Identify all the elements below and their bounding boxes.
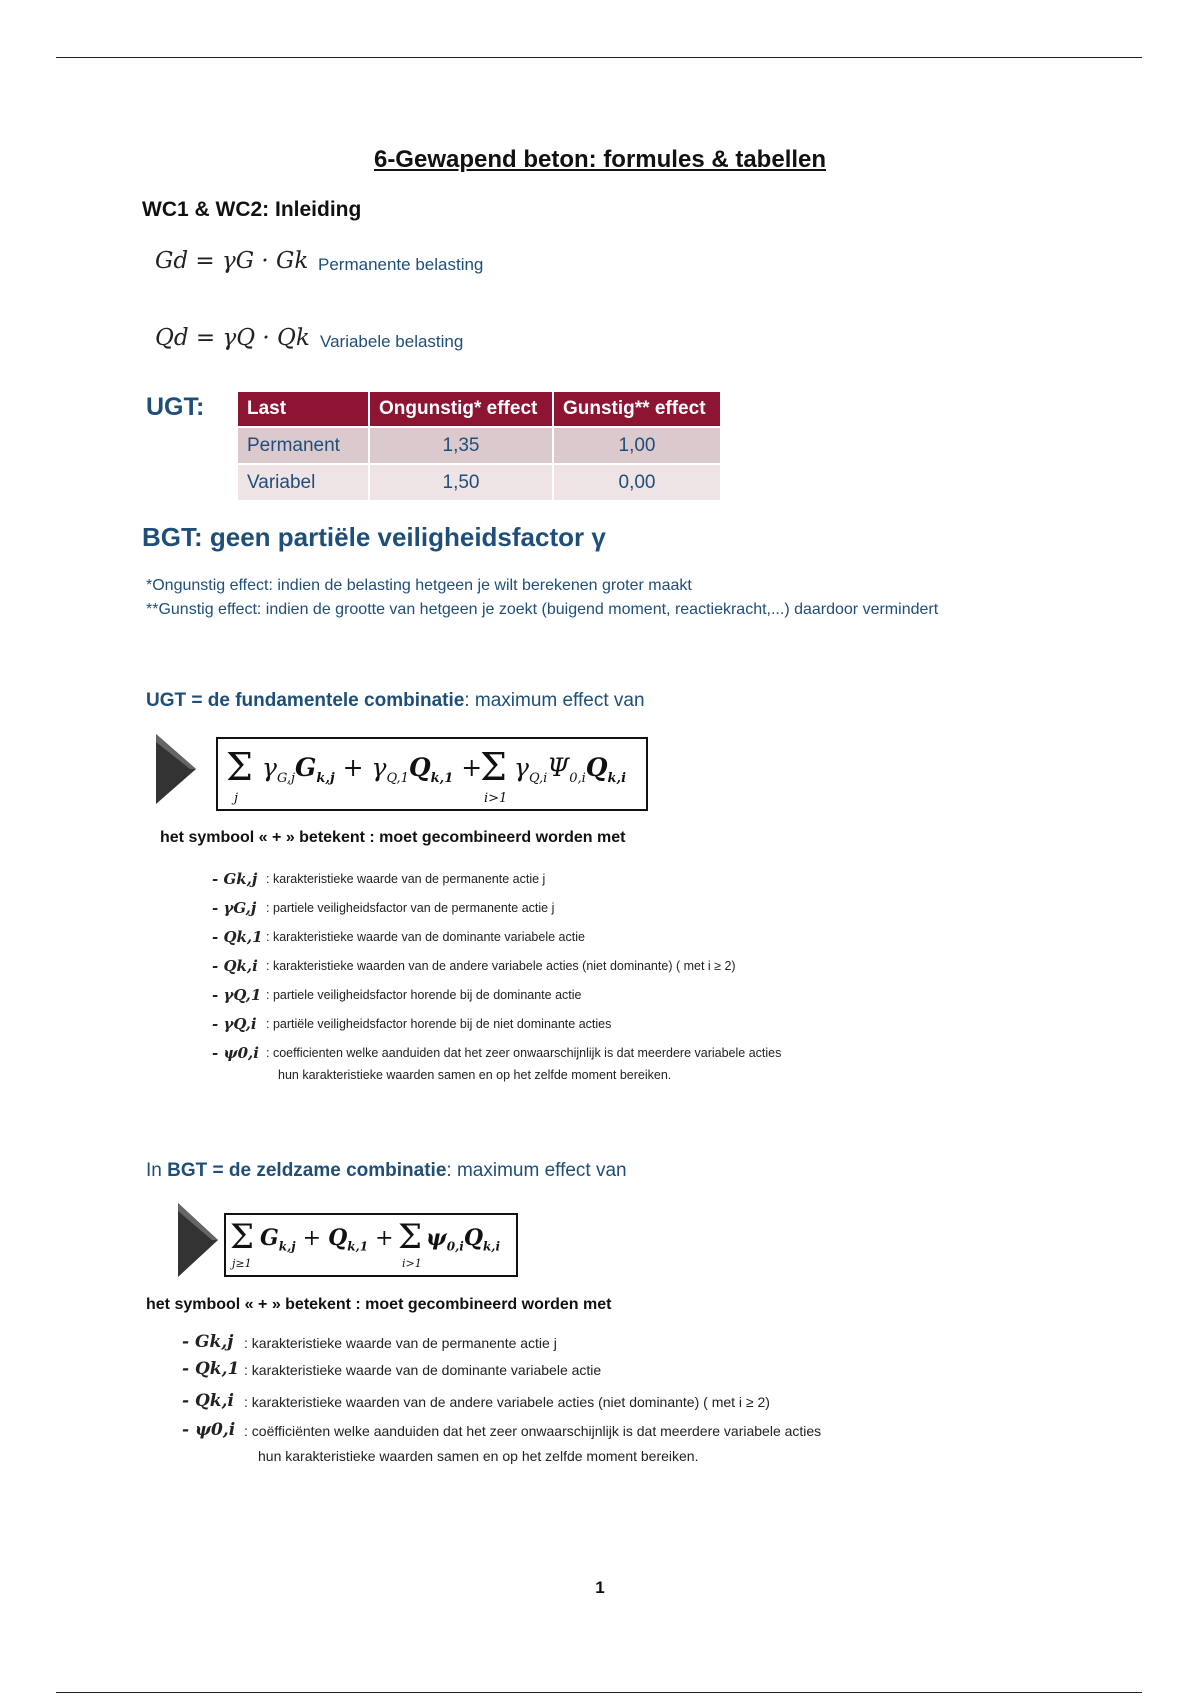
sum-index: j≥1 (232, 1257, 252, 1270)
table-header: Last (238, 392, 369, 427)
definition-symbol: - Qk,i (212, 957, 258, 975)
bgt-definitions (182, 1332, 942, 1472)
definition-symbol: - ψ0,i (212, 1044, 259, 1062)
page-number: 1 (595, 1578, 605, 1597)
table-row (238, 464, 720, 500)
sum-index: j (234, 791, 239, 806)
definition-symbol: - Qk,1 (182, 1359, 240, 1379)
bgt-combination-prefix: In BGT = (146, 1160, 229, 1181)
sum-index: i>1 (484, 791, 508, 806)
sum-icon: Σ (398, 1217, 423, 1257)
ugt-formula-part1: $\gamma_{G,j}G_{k,j} + \gamma_{Q,1}Q_{k,1}$ + (262, 753, 483, 786)
bgt-formula-box (224, 1213, 518, 1277)
definition-symbol: - ψ0,i (182, 1420, 236, 1440)
top-rule (56, 57, 1142, 58)
equation-permanent-label: Permanente belasting (318, 255, 484, 274)
equation-variable: Qd = γQ · Qk (155, 325, 310, 351)
definition-text: : karakteristieke waarden van de andere variabele acties (niet dominante) ( met i ≥ 2) (244, 1394, 770, 1410)
ugt-definitions (212, 870, 912, 1090)
bgt-heading: BGT: geen partiële veiligheidsfactor γ (142, 522, 606, 552)
table-cell: 0,00 (553, 464, 720, 500)
definition-text: : karakteristieke waarde van de dominante variabele actie (266, 930, 585, 944)
table-header: Ongunstig* effect (369, 392, 553, 427)
table-row (238, 427, 720, 464)
definition-symbol: - Qk,1 (212, 928, 263, 946)
sum-icon: Σ (480, 745, 507, 789)
equation-variable-label: Variabele belasting (320, 332, 464, 351)
section-heading: WC1 & WC2: Inleiding (142, 198, 362, 221)
definition-symbol: - Gk,j (182, 1332, 234, 1352)
sum-index: i>1 (402, 1257, 422, 1270)
sum-icon: Σ (226, 745, 253, 789)
note-unfavourable: *Ongunstig effect: indien de belasting hetgeen je wilt berekenen groter maakt (146, 577, 692, 594)
bgt-combination-name: de zeldzame combinatie (228, 1160, 447, 1181)
table-cell: Variabel (238, 464, 369, 500)
ugt-combination-suffix: : maximum effect van (464, 690, 645, 711)
bottom-rule (56, 1692, 1142, 1693)
definition-continuation: hun karakteristieke waarden samen en op het zelfde moment bereiken. (258, 1448, 699, 1464)
table-cell: 1,35 (369, 427, 553, 464)
bgt-combination-suffix: : maximum effect van (446, 1160, 627, 1181)
ugt-combination-prefix: UGT = (146, 690, 208, 711)
definition-symbol: - γG,j (212, 899, 257, 917)
equation-permanent: Gd = γG · Gk (155, 248, 309, 274)
table-cell: Permanent (238, 427, 369, 464)
ugt-formula-part2: $\gamma_{Q,i}\Psi_{0,i}Q_{k,i}$ (514, 753, 627, 786)
bgt-symbol-note: het symbool « + » betekent : moet gecombineerd worden met (146, 1296, 612, 1313)
table-header: Gunstig** effect (553, 392, 720, 427)
definition-text: : karakteristieke waarde van de dominante variabele actie (244, 1362, 602, 1378)
ugt-formula-box (216, 737, 648, 811)
definition-symbol: - Gk,j (212, 870, 258, 888)
ugt-label: UGT: (146, 393, 205, 421)
page-title: 6-Gewapend beton: formules & tabellen (373, 146, 827, 173)
factor-table (238, 392, 720, 500)
definition-text: : coëfficiënten welke aanduiden dat het zeer onwaarschijnlijk is dat meerdere variabele acties (244, 1423, 822, 1439)
definition-text: : karakteristieke waarde van de permanente actie j (266, 872, 546, 886)
sum-icon: Σ (230, 1217, 255, 1257)
definition-continuation: hun karakteristieke waarden samen en op het zelfde moment bereiken. (278, 1068, 672, 1082)
definition-text: : karakteristieke waarden van de andere variabele acties (niet dominante) ( met i ≥ 2) (266, 959, 736, 973)
definition-text: : partiele veiligheidsfactor horende bij de dominante actie (266, 988, 582, 1002)
definition-symbol: - γQ,1 (212, 986, 262, 1004)
table-cell: 1,00 (553, 427, 720, 464)
note-favourable: **Gunstig effect: indien de grootte van hetgeen je zoekt (buigend moment, reactiekracht,...) daardoor vermindert (146, 601, 939, 618)
ugt-combination-heading (146, 690, 645, 712)
definition-text: : karakteristieke waarde van de permanente actie j (244, 1335, 557, 1351)
definition-text: : partiële veiligheidsfactor horende bij de niet dominante acties (266, 1017, 612, 1031)
table-cell: 1,50 (369, 464, 553, 500)
bgt-combination-heading (146, 1160, 627, 1182)
bgt-formula-part2: $\psi_{0,i}Q_{k,i}$ (426, 1225, 501, 1254)
definition-symbol: - γQ,i (212, 1015, 257, 1033)
ugt-symbol-note: het symbool « + » betekent : moet gecombineerd worden met (160, 829, 626, 846)
definition-symbol: - Qk,i (182, 1391, 234, 1411)
bgt-formula-part1: $G_{k,j} + Q_{k,1}$ + (260, 1225, 394, 1254)
ugt-combination-name: de fundamentele combinatie (207, 690, 465, 711)
definition-text: : partiele veiligheidsfactor van de permanente actie j (266, 901, 555, 915)
definition-text: : coefficienten welke aanduiden dat het zeer onwaarschijnlijk is dat meerdere variabele acties (266, 1046, 782, 1060)
table-header-row (238, 392, 720, 427)
arrow-icon (176, 1201, 220, 1279)
arrow-icon (154, 732, 198, 806)
